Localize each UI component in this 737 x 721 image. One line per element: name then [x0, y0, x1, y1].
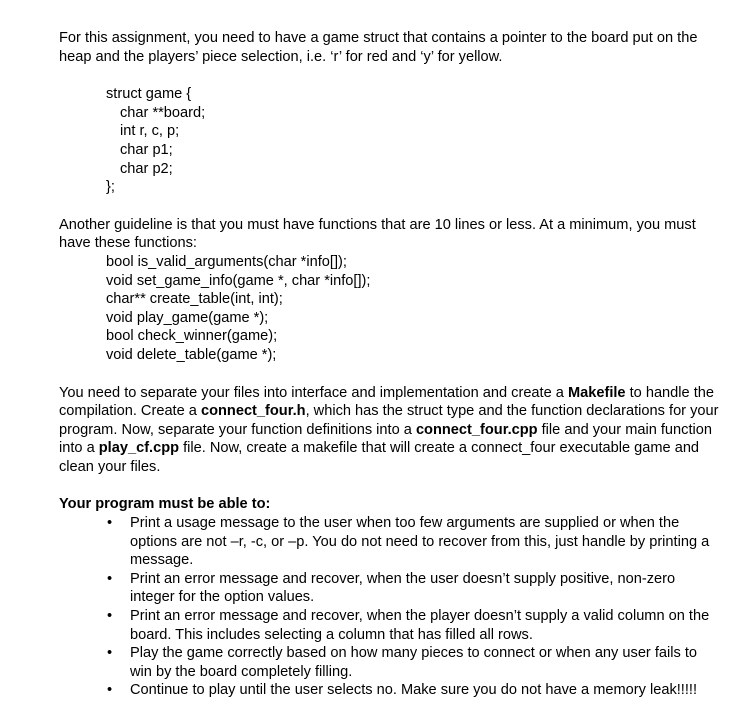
- list-item: [107, 607, 719, 644]
- files-text: to handle the compilation. Create a: [59, 384, 714, 420]
- bullet-icon: •: [107, 608, 113, 625]
- requirement-text: Continue to play until the user selects no. Make sure you do not have a memory leak!!!!!: [130, 682, 698, 699]
- struct-member-line: char p1;: [120, 141, 173, 158]
- struct-member-line: int r, c, p;: [120, 123, 180, 140]
- list-item: [107, 570, 719, 607]
- files-text: , which has the struct type and the function declarations for your program. Now, separate your function definitions into a: [59, 403, 719, 438]
- function-signature: char** create_table(int, int);: [106, 291, 283, 308]
- makefile-term: Makefile: [567, 384, 626, 401]
- bullet-icon: •: [107, 645, 113, 662]
- list-item: [107, 644, 719, 681]
- impl-file-term: connect_four.cpp: [415, 421, 538, 438]
- requirements-heading: Your program must be able to:: [59, 496, 271, 513]
- function-list: [59, 253, 719, 365]
- requirement-text: Print an error message and recover, when the user doesn’t supply positive, non-zero integer for the option values.: [130, 570, 676, 606]
- struct-close-line: };: [106, 179, 115, 196]
- bullet-icon: •: [107, 682, 113, 699]
- struct-code-block: [59, 85, 719, 197]
- files-text: You need to separate your files into interface and implementation and create a: [59, 384, 568, 401]
- struct-member-line: char p2;: [120, 160, 173, 177]
- main-file-term: play_cf.cpp: [98, 440, 180, 457]
- function-signature: bool is_valid_arguments(char *info[]);: [106, 253, 347, 270]
- guideline-paragraph: Another guideline is that you must have functions that are 10 lines or less. At a minimum, you must have these functions:: [59, 216, 696, 252]
- struct-member-line: char **board;: [120, 104, 206, 121]
- function-signature: bool check_winner(game);: [106, 328, 278, 345]
- requirement-text: Play the game correctly based on how many pieces to connect or when any user fails to win by the board completely filling.: [130, 645, 698, 680]
- function-signature: void delete_table(game *);: [106, 346, 277, 363]
- assignment-document: [59, 29, 719, 700]
- intro-paragraph: For this assignment, you need to have a game struct that contains a pointer to the board put on the heap and the players’ piece selection, i.e. ‘r’ for red and ‘y’ for yellow.: [59, 30, 698, 65]
- list-item: [107, 681, 719, 700]
- files-text: file and your main function into a: [59, 421, 712, 457]
- struct-open-line: struct game {: [106, 86, 192, 103]
- requirement-text: Print an error message and recover, when the player doesn’t supply a valid column on the board. This includes selecting a column that has filled all rows.: [130, 608, 710, 643]
- header-file-term: connect_four.h: [200, 403, 306, 420]
- function-signature: void play_game(game *);: [106, 309, 269, 326]
- function-signature: void set_game_info(game *, char *info[]);: [106, 272, 371, 289]
- requirement-text: Print a usage message to the user when too few arguments are supplied or when the options are not –r, -c, or –p. You do not need to recover from this, just handle by printing a message.: [130, 515, 710, 569]
- requirements-list: [59, 514, 719, 700]
- files-paragraph: [59, 384, 719, 477]
- bullet-icon: •: [107, 515, 113, 532]
- files-text: file. Now, create a makefile that will create a connect_four executable game and clean your files.: [59, 440, 700, 475]
- list-item: [107, 514, 719, 570]
- bullet-icon: •: [107, 570, 113, 587]
